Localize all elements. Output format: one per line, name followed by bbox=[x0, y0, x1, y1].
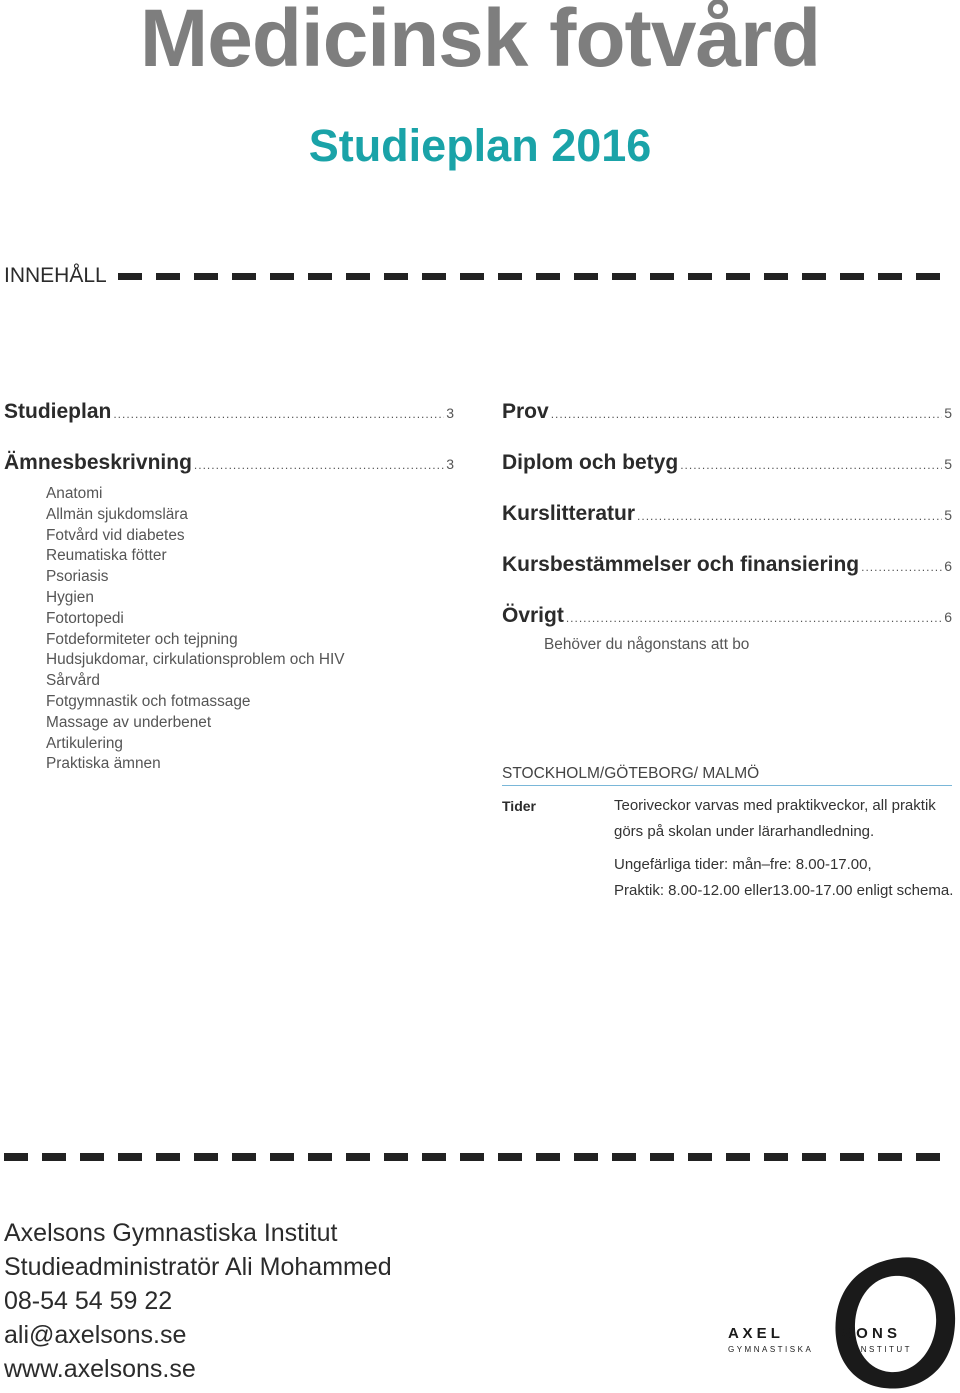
toc-entry-page: 6 bbox=[944, 609, 952, 625]
schedule-line: Ungefärliga tider: mån–fre: 8.00-17.00, bbox=[614, 856, 872, 873]
toc-entry-page: 5 bbox=[944, 405, 952, 421]
toc-subitem-list bbox=[46, 484, 345, 775]
logo-ring-icon bbox=[835, 1257, 955, 1388]
contact-website-link[interactable]: www.axelsons.se bbox=[4, 1355, 196, 1383]
toc-subitem: Fotvård vid diabetes bbox=[46, 526, 185, 544]
toc-entry-label: Kursbestämmelser och finansiering bbox=[502, 553, 860, 576]
dashed-divider-top bbox=[118, 273, 950, 280]
contact-phone[interactable]: 08-54 54 59 22 bbox=[4, 1287, 173, 1315]
toc-subitem: Hygien bbox=[46, 588, 94, 606]
toc-entry-page: 5 bbox=[944, 456, 952, 472]
toc-entry-kursbestammelser bbox=[502, 553, 952, 577]
toc-entry-page: 3 bbox=[446, 405, 454, 421]
toc-entry-amnesbeskrivning bbox=[4, 451, 454, 475]
toc-leader-dots bbox=[680, 458, 942, 472]
toc-entry-ovrigt bbox=[502, 604, 952, 628]
toc-heading: INNEHÅLL bbox=[4, 264, 107, 287]
toc-entry-page: 6 bbox=[944, 558, 952, 574]
toc-subitem: Behöver du någonstans att bo bbox=[544, 636, 750, 653]
toc-subitem: Fotgymnastik och fotmassage bbox=[46, 692, 251, 710]
toc-entry-prov bbox=[502, 400, 952, 424]
schedule-line: Teoriveckor varvas med praktikveckor, all praktik bbox=[614, 797, 936, 814]
toc-entry-label: Diplom och betyg bbox=[502, 451, 679, 474]
toc-leader-dots bbox=[566, 611, 942, 625]
logo-name-left: A X E L bbox=[728, 1325, 780, 1342]
toc-leader-dots bbox=[637, 509, 942, 523]
toc-leader-dots bbox=[861, 560, 942, 574]
dashed-divider-bottom bbox=[4, 1153, 954, 1161]
toc-subitem: Sårvård bbox=[46, 672, 100, 690]
toc-entry-label: Ämnesbeskrivning bbox=[4, 451, 192, 474]
toc-subitem: Artikulering bbox=[46, 734, 123, 752]
toc-leader-dots bbox=[194, 458, 444, 472]
contact-organization: Axelsons Gymnastiska Institut bbox=[4, 1219, 338, 1247]
toc-entry-label: Kurslitteratur bbox=[502, 502, 636, 525]
toc-subitem: Anatomi bbox=[46, 485, 103, 502]
axelsons-logo bbox=[726, 1252, 958, 1392]
contact-administrator: Studieadministratör Ali Mohammed bbox=[4, 1253, 392, 1281]
toc-subitem: Hudsjukdomar, cirkulationsproblem och HIV bbox=[46, 651, 345, 669]
toc-entry-label: Studieplan bbox=[4, 400, 112, 423]
toc-subitem: Fotdeformiteter och tejpning bbox=[46, 630, 238, 648]
toc-entry-label: Prov bbox=[502, 400, 549, 423]
toc-entry-studieplan bbox=[4, 400, 454, 424]
document-subtitle: Studieplan 2016 bbox=[308, 120, 652, 171]
toc-subitem: Massage av underbenet bbox=[46, 713, 212, 731]
toc-leader-dots bbox=[551, 407, 943, 421]
toc-entry-label: Övrigt bbox=[502, 604, 564, 627]
toc-subitem: Psoriasis bbox=[46, 568, 109, 586]
schedule-line: Praktik: 8.00-12.00 eller13.00-17.00 enligt schema. bbox=[614, 882, 954, 899]
logo-name-right: S O N S bbox=[842, 1325, 898, 1342]
toc-entry-kurslitteratur bbox=[502, 502, 952, 526]
document-title: Medicinsk fotvård bbox=[139, 0, 821, 84]
toc-leader-dots bbox=[113, 407, 444, 421]
toc-subitem: Reumatiska fötter bbox=[46, 547, 167, 565]
toc-subitem: Fotortopedi bbox=[46, 609, 124, 627]
schedule-heading: STOCKHOLM/GÖTEBORG/ MALMÖ bbox=[502, 765, 952, 786]
toc-subitem: Praktiska ämnen bbox=[46, 755, 161, 773]
contact-email-link[interactable]: ali@axelsons.se bbox=[4, 1321, 187, 1349]
toc-entry-page: 5 bbox=[944, 507, 952, 523]
toc-entry-diplom bbox=[502, 451, 952, 475]
schedule-line: görs på skolan under lärarhandledning. bbox=[614, 823, 875, 840]
schedule-label: Tider bbox=[502, 798, 536, 814]
logo-sub-left: GYMNASTISKA bbox=[728, 1345, 814, 1354]
toc-entry-page: 3 bbox=[446, 456, 454, 472]
logo-sub-right: INSTITUT bbox=[856, 1345, 912, 1354]
toc-subitem: Allmän sjukdomslära bbox=[46, 505, 188, 523]
